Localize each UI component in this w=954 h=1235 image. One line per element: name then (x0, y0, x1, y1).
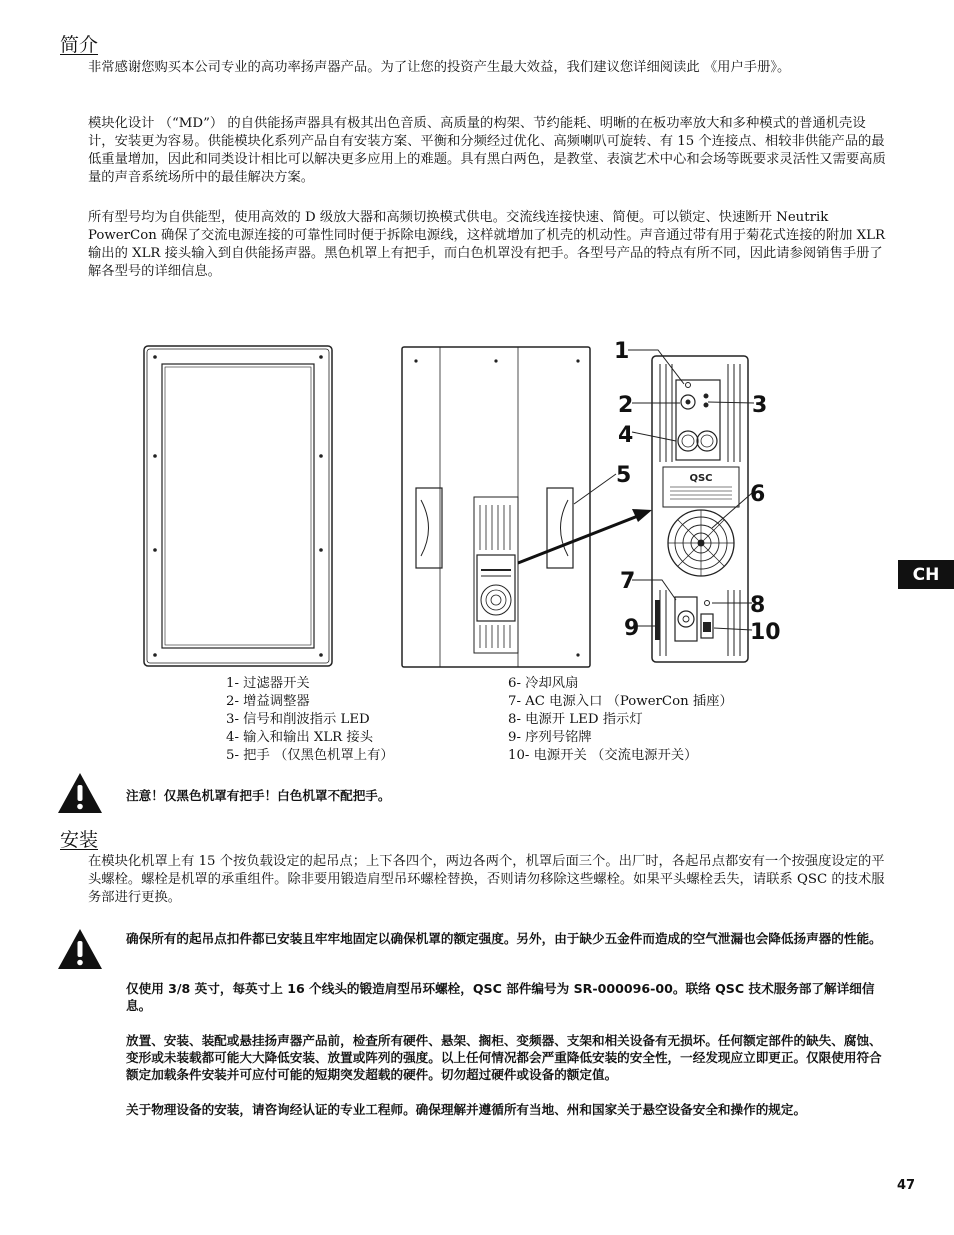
callout-leaders (574, 350, 754, 630)
callout-6: 6 (750, 482, 766, 507)
caption-item: 8- 电源开 LED 指示灯 (508, 712, 643, 727)
speaker-front-view (144, 346, 332, 666)
caption-item: 9- 序列号铭牌 (508, 730, 592, 745)
callout-5: 5 (616, 463, 632, 488)
caption-item: 5- 把手 （仅黑色机罩上有） (226, 748, 394, 763)
intro-paragraph-1: 非常感谢您购买本公司专业的高功率扬声器产品。为了让您的投资产生最大效益，我们建议您详细阅读此 《用户手册》。 (88, 60, 791, 75)
caption-item: 4- 输入和输出 XLR 接头 (226, 730, 374, 745)
callout-8: 8 (750, 593, 766, 618)
caption-list-right (508, 675, 733, 765)
intro-paragraph-2: 模块化设计 （“MD”） 的自供能扬声器具有极其出色音质、高质量的构架、节约能耗、明晰的在板功率放大和多种模式的普通机壳设计，安装更为容易。供能模块化系列产品自有安装方案、平衡和分频经过优化、高频喇叭可旋转、有 15 个连接点、相较非供能产品的最低重量增加，因此和同类设计相比可以解决更多应用上的难题。具有黑白两色，是教堂、表演艺术中心和会场等既要求灵活性又需要高质量的声音系统场所中的最佳解决方案。 (88, 116, 886, 185)
caption-item: 6- 冷却风扇 (508, 676, 579, 691)
warning-icon (56, 771, 104, 815)
callout-4: 4 (618, 423, 634, 448)
caption-item: 2- 增益调整器 (226, 694, 310, 709)
install-note-2: 仅使用 3/8 英寸，每英寸上 16 个线头的锻造肩型吊环螺栓，QSC 部件编号为 SR-000096-00。联络 QSC 技术服务部了解详细信息。 (126, 981, 875, 1013)
speaker-rear-view (402, 347, 590, 667)
install-note-4: 关于物理设备的安装，请咨询经认证的专业工程师。确保理解并遵循所有当地、州和国家关于悬空设备安全和操作的规定。 (126, 1102, 807, 1117)
caption-list-left (226, 675, 394, 765)
caption-item: 10- 电源开关 （交流电源开关） (508, 748, 698, 763)
section-heading-install: 安装 (60, 829, 99, 851)
caption-item: 3- 信号和削波指示 LED (226, 712, 370, 727)
install-paragraph-1: 在模块化机罩上有 15 个按负载设定的起吊点；上下各四个，两边各两个，机罩后面三个。出厂时，各起吊点都安有一个按强度设定的平头螺栓。螺栓是机罩的承重组件。除非要用锻造肩型吊环螺栓替换，否则请勿移除这些螺栓。如果平头螺栓丢失，请联系 QSC 的技术服务部进行更换。 (88, 854, 885, 905)
warning-icon (56, 927, 104, 971)
caption-item: 1- 过滤器开关 (226, 676, 310, 691)
callout-9: 9 (624, 616, 640, 641)
section-heading-intro: 简介 (60, 34, 99, 56)
zoom-arrow (518, 509, 652, 563)
callout-2: 2 (618, 393, 634, 418)
caption-item: 7- AC 电源入口 （PowerCon 插座） (508, 694, 733, 709)
callout-1: 1 (614, 339, 630, 364)
warning-handle-note: 注意！仅黑色机罩有把手！白色机罩不配把手。 (126, 788, 391, 803)
language-tab: CH (898, 560, 954, 589)
page-number: 47 (897, 1178, 916, 1193)
callout-7: 7 (620, 569, 636, 594)
callout-10: 10 (750, 620, 781, 645)
callout-3: 3 (752, 393, 768, 418)
install-note-3: 放置、安装、装配或悬挂扬声器产品前，检查所有硬件、悬架、搁柜、变频器、支架和相关设备有无损坏。任何额定部件的缺失、腐蚀、变形或未装载都可能大大降低安装、放置或阵列的强度。以上任何情况都会严重降低安装的安全性，一经发现应立即更正。仅限使用符合额定加载条件安装并可应付可能的短期突发超载的硬件。切勿超过硬件或设备的额定值。 (126, 1033, 882, 1082)
intro-paragraph-3: 所有型号均为自供能型，使用高效的 D 级放大器和高频切换模式供电。交流线连接快速、简便。可以锁定、快速断开 Neutrik PowerCon 确保了交流电源连接的可靠性同时便于拆除电源线，这样就增加了机壳的机动性。声音通过带有用于菊花式连接的附加 XLR 输出的 XLR 接头输入到自供能扬声器。黑色机罩上有把手，而白色机罩没有把手。各型号产品的特点有所不同，因此请参阅销售手册了解各型号的详细信息。 (88, 210, 885, 279)
panel-logo: QSC (689, 473, 713, 484)
install-note-1: 确保所有的起吊点扣件都已安装且牢牢地固定以确保机罩的额定强度。另外，由于缺少五金件而造成的空气泄漏也会降低扬声器的性能。 (126, 931, 882, 946)
